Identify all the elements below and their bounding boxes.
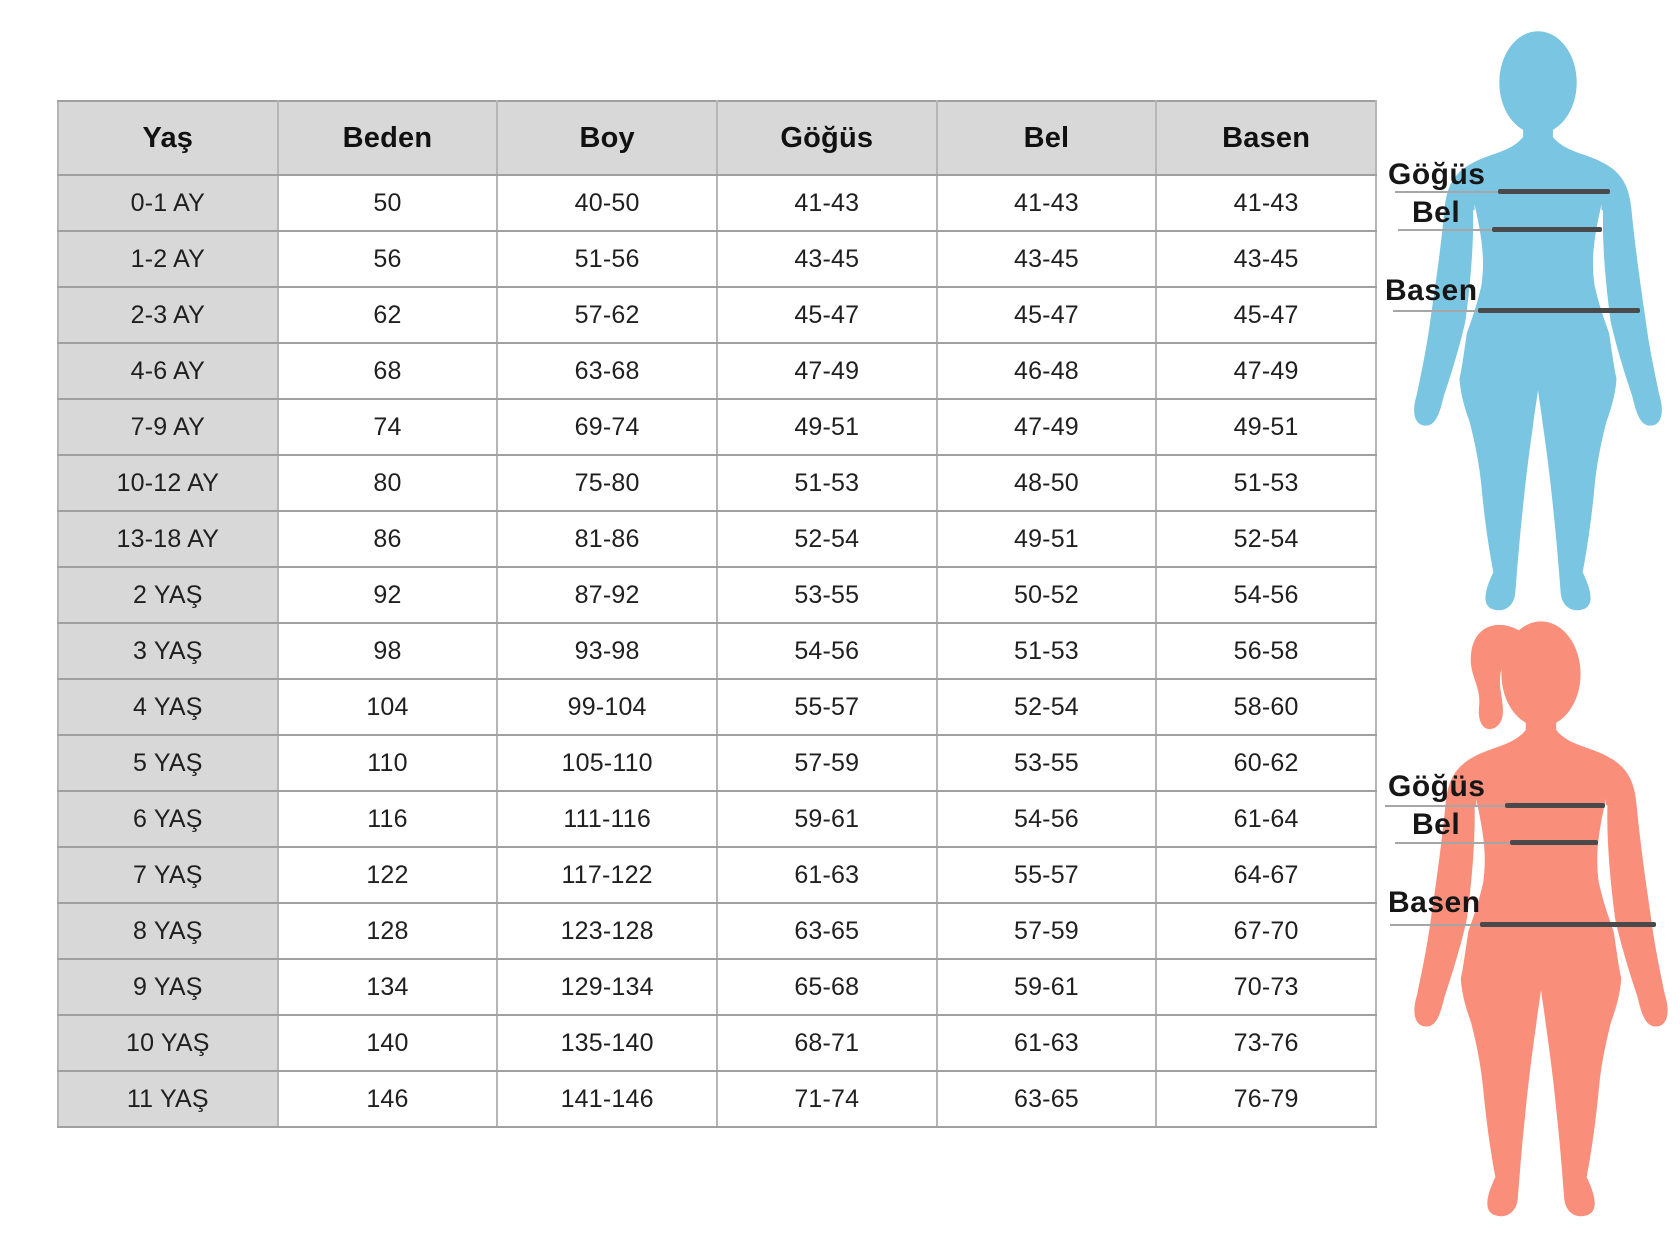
hips-measure-line-top bbox=[1478, 308, 1640, 313]
table-row bbox=[58, 1071, 1376, 1127]
row-label: 10 YAŞ bbox=[58, 1015, 278, 1071]
table-row bbox=[58, 399, 1376, 455]
table-cell: 51-53 bbox=[937, 623, 1157, 679]
table-row bbox=[58, 903, 1376, 959]
table-cell: 43-45 bbox=[717, 231, 937, 287]
table-cell: 41-43 bbox=[1156, 175, 1376, 231]
column-header: Göğüs bbox=[717, 101, 937, 175]
table-cell: 58-60 bbox=[1156, 679, 1376, 735]
table-cell: 50-52 bbox=[937, 567, 1157, 623]
row-label: 10-12 AY bbox=[58, 455, 278, 511]
table-cell: 122 bbox=[278, 847, 498, 903]
table-cell: 49-51 bbox=[717, 399, 937, 455]
column-header: Beden bbox=[278, 101, 498, 175]
table-cell: 69-74 bbox=[497, 399, 717, 455]
header-row bbox=[58, 101, 1376, 175]
table-row bbox=[58, 287, 1376, 343]
table-cell: 61-63 bbox=[717, 847, 937, 903]
hips-label-bottom: Basen bbox=[1388, 886, 1481, 919]
table-cell: 140 bbox=[278, 1015, 498, 1071]
table-cell: 60-62 bbox=[1156, 735, 1376, 791]
table-row bbox=[58, 735, 1376, 791]
table-cell: 93-98 bbox=[497, 623, 717, 679]
table-row bbox=[58, 231, 1376, 287]
row-label: 0-1 AY bbox=[58, 175, 278, 231]
table-cell: 41-43 bbox=[937, 175, 1157, 231]
waist-label-bottom: Bel bbox=[1412, 808, 1461, 841]
size-table bbox=[57, 100, 1377, 1128]
row-label: 11 YAŞ bbox=[58, 1071, 278, 1127]
size-table-header bbox=[58, 101, 1376, 175]
table-cell: 43-45 bbox=[937, 231, 1157, 287]
chest-measure-line-top bbox=[1498, 189, 1610, 194]
row-label: 7-9 AY bbox=[58, 399, 278, 455]
table-cell: 52-54 bbox=[1156, 511, 1376, 567]
table-cell: 146 bbox=[278, 1071, 498, 1127]
row-label: 5 YAŞ bbox=[58, 735, 278, 791]
table-cell: 67-70 bbox=[1156, 903, 1376, 959]
table-row bbox=[58, 1015, 1376, 1071]
column-header: Bel bbox=[937, 101, 1157, 175]
table-cell: 40-50 bbox=[497, 175, 717, 231]
table-cell: 105-110 bbox=[497, 735, 717, 791]
table-cell: 54-56 bbox=[937, 791, 1157, 847]
table-cell: 52-54 bbox=[717, 511, 937, 567]
table-row bbox=[58, 175, 1376, 231]
table-cell: 110 bbox=[278, 735, 498, 791]
table-cell: 51-56 bbox=[497, 231, 717, 287]
chest-label-top: Göğüs bbox=[1388, 158, 1486, 191]
table-cell: 68 bbox=[278, 343, 498, 399]
table-cell: 71-74 bbox=[717, 1071, 937, 1127]
table-cell: 63-68 bbox=[497, 343, 717, 399]
table-cell: 64-67 bbox=[1156, 847, 1376, 903]
table-row bbox=[58, 959, 1376, 1015]
head-shape bbox=[1501, 621, 1580, 726]
table-cell: 92 bbox=[278, 567, 498, 623]
table-cell: 57-59 bbox=[937, 903, 1157, 959]
table-cell: 75-80 bbox=[497, 455, 717, 511]
table-cell: 65-68 bbox=[717, 959, 937, 1015]
table-cell: 81-86 bbox=[497, 511, 717, 567]
table-cell: 123-128 bbox=[497, 903, 717, 959]
table-row bbox=[58, 511, 1376, 567]
table-row bbox=[58, 567, 1376, 623]
size-table-body bbox=[58, 175, 1376, 1127]
table-cell: 56 bbox=[278, 231, 498, 287]
head-shape bbox=[1499, 31, 1576, 134]
table-cell: 43-45 bbox=[1156, 231, 1376, 287]
table-row bbox=[58, 623, 1376, 679]
table-cell: 45-47 bbox=[937, 287, 1157, 343]
table-cell: 57-62 bbox=[497, 287, 717, 343]
table-cell: 86 bbox=[278, 511, 498, 567]
table-cell: 117-122 bbox=[497, 847, 717, 903]
table-cell: 61-64 bbox=[1156, 791, 1376, 847]
table-cell: 98 bbox=[278, 623, 498, 679]
table-cell: 52-54 bbox=[937, 679, 1157, 735]
table-cell: 134 bbox=[278, 959, 498, 1015]
table-cell: 53-55 bbox=[937, 735, 1157, 791]
table-cell: 63-65 bbox=[717, 903, 937, 959]
table-cell: 48-50 bbox=[937, 455, 1157, 511]
table-cell: 59-61 bbox=[937, 959, 1157, 1015]
table-cell: 49-51 bbox=[937, 511, 1157, 567]
table-cell: 51-53 bbox=[1156, 455, 1376, 511]
table-cell: 116 bbox=[278, 791, 498, 847]
chest-label-bottom: Göğüs bbox=[1388, 770, 1486, 803]
table-row bbox=[58, 343, 1376, 399]
table-cell: 68-71 bbox=[717, 1015, 937, 1071]
table-cell: 47-49 bbox=[1156, 343, 1376, 399]
waist-measure-line-bottom bbox=[1510, 840, 1598, 845]
waist-label-top: Bel bbox=[1412, 196, 1461, 229]
column-header: Basen bbox=[1156, 101, 1376, 175]
table-cell: 87-92 bbox=[497, 567, 717, 623]
hips-measure-line-bottom bbox=[1480, 922, 1656, 927]
row-label: 13-18 AY bbox=[58, 511, 278, 567]
table-row bbox=[58, 847, 1376, 903]
table-cell: 62 bbox=[278, 287, 498, 343]
row-label: 4 YAŞ bbox=[58, 679, 278, 735]
table-cell: 53-55 bbox=[717, 567, 937, 623]
table-cell: 141-146 bbox=[497, 1071, 717, 1127]
row-label: 6 YAŞ bbox=[58, 791, 278, 847]
table-cell: 45-47 bbox=[717, 287, 937, 343]
table-cell: 47-49 bbox=[717, 343, 937, 399]
row-label: 2 YAŞ bbox=[58, 567, 278, 623]
row-label: 2-3 AY bbox=[58, 287, 278, 343]
table-cell: 129-134 bbox=[497, 959, 717, 1015]
table-cell: 74 bbox=[278, 399, 498, 455]
waist-measure-line-top bbox=[1492, 227, 1602, 232]
table-row bbox=[58, 679, 1376, 735]
row-label: 4-6 AY bbox=[58, 343, 278, 399]
table-cell: 49-51 bbox=[1156, 399, 1376, 455]
chest-measure-line-bottom bbox=[1505, 803, 1605, 808]
table-cell: 57-59 bbox=[717, 735, 937, 791]
table-cell: 70-73 bbox=[1156, 959, 1376, 1015]
row-label: 3 YAŞ bbox=[58, 623, 278, 679]
table-cell: 63-65 bbox=[937, 1071, 1157, 1127]
table-cell: 76-79 bbox=[1156, 1071, 1376, 1127]
table-cell: 51-53 bbox=[717, 455, 937, 511]
table-cell: 61-63 bbox=[937, 1015, 1157, 1071]
table-cell: 135-140 bbox=[497, 1015, 717, 1071]
table-cell: 46-48 bbox=[937, 343, 1157, 399]
table-cell: 54-56 bbox=[717, 623, 937, 679]
child-silhouette-blue bbox=[1402, 26, 1674, 614]
table-cell: 55-57 bbox=[937, 847, 1157, 903]
table-cell: 47-49 bbox=[937, 399, 1157, 455]
table-row bbox=[58, 455, 1376, 511]
table-cell: 128 bbox=[278, 903, 498, 959]
table-row bbox=[58, 791, 1376, 847]
table-cell: 50 bbox=[278, 175, 498, 231]
table-cell: 45-47 bbox=[1156, 287, 1376, 343]
row-label: 9 YAŞ bbox=[58, 959, 278, 1015]
table-cell: 56-58 bbox=[1156, 623, 1376, 679]
table-cell: 111-116 bbox=[497, 791, 717, 847]
row-label: 1-2 AY bbox=[58, 231, 278, 287]
table-cell: 41-43 bbox=[717, 175, 937, 231]
table-cell: 54-56 bbox=[1156, 567, 1376, 623]
column-header: Yaş bbox=[58, 101, 278, 175]
row-label: 8 YAŞ bbox=[58, 903, 278, 959]
row-label: 7 YAŞ bbox=[58, 847, 278, 903]
table-cell: 55-57 bbox=[717, 679, 937, 735]
table-cell: 80 bbox=[278, 455, 498, 511]
table-cell: 73-76 bbox=[1156, 1015, 1376, 1071]
hips-label-top: Basen bbox=[1385, 274, 1478, 307]
table-cell: 99-104 bbox=[497, 679, 717, 735]
table-cell: 59-61 bbox=[717, 791, 937, 847]
table-cell: 104 bbox=[278, 679, 498, 735]
column-header: Boy bbox=[497, 101, 717, 175]
